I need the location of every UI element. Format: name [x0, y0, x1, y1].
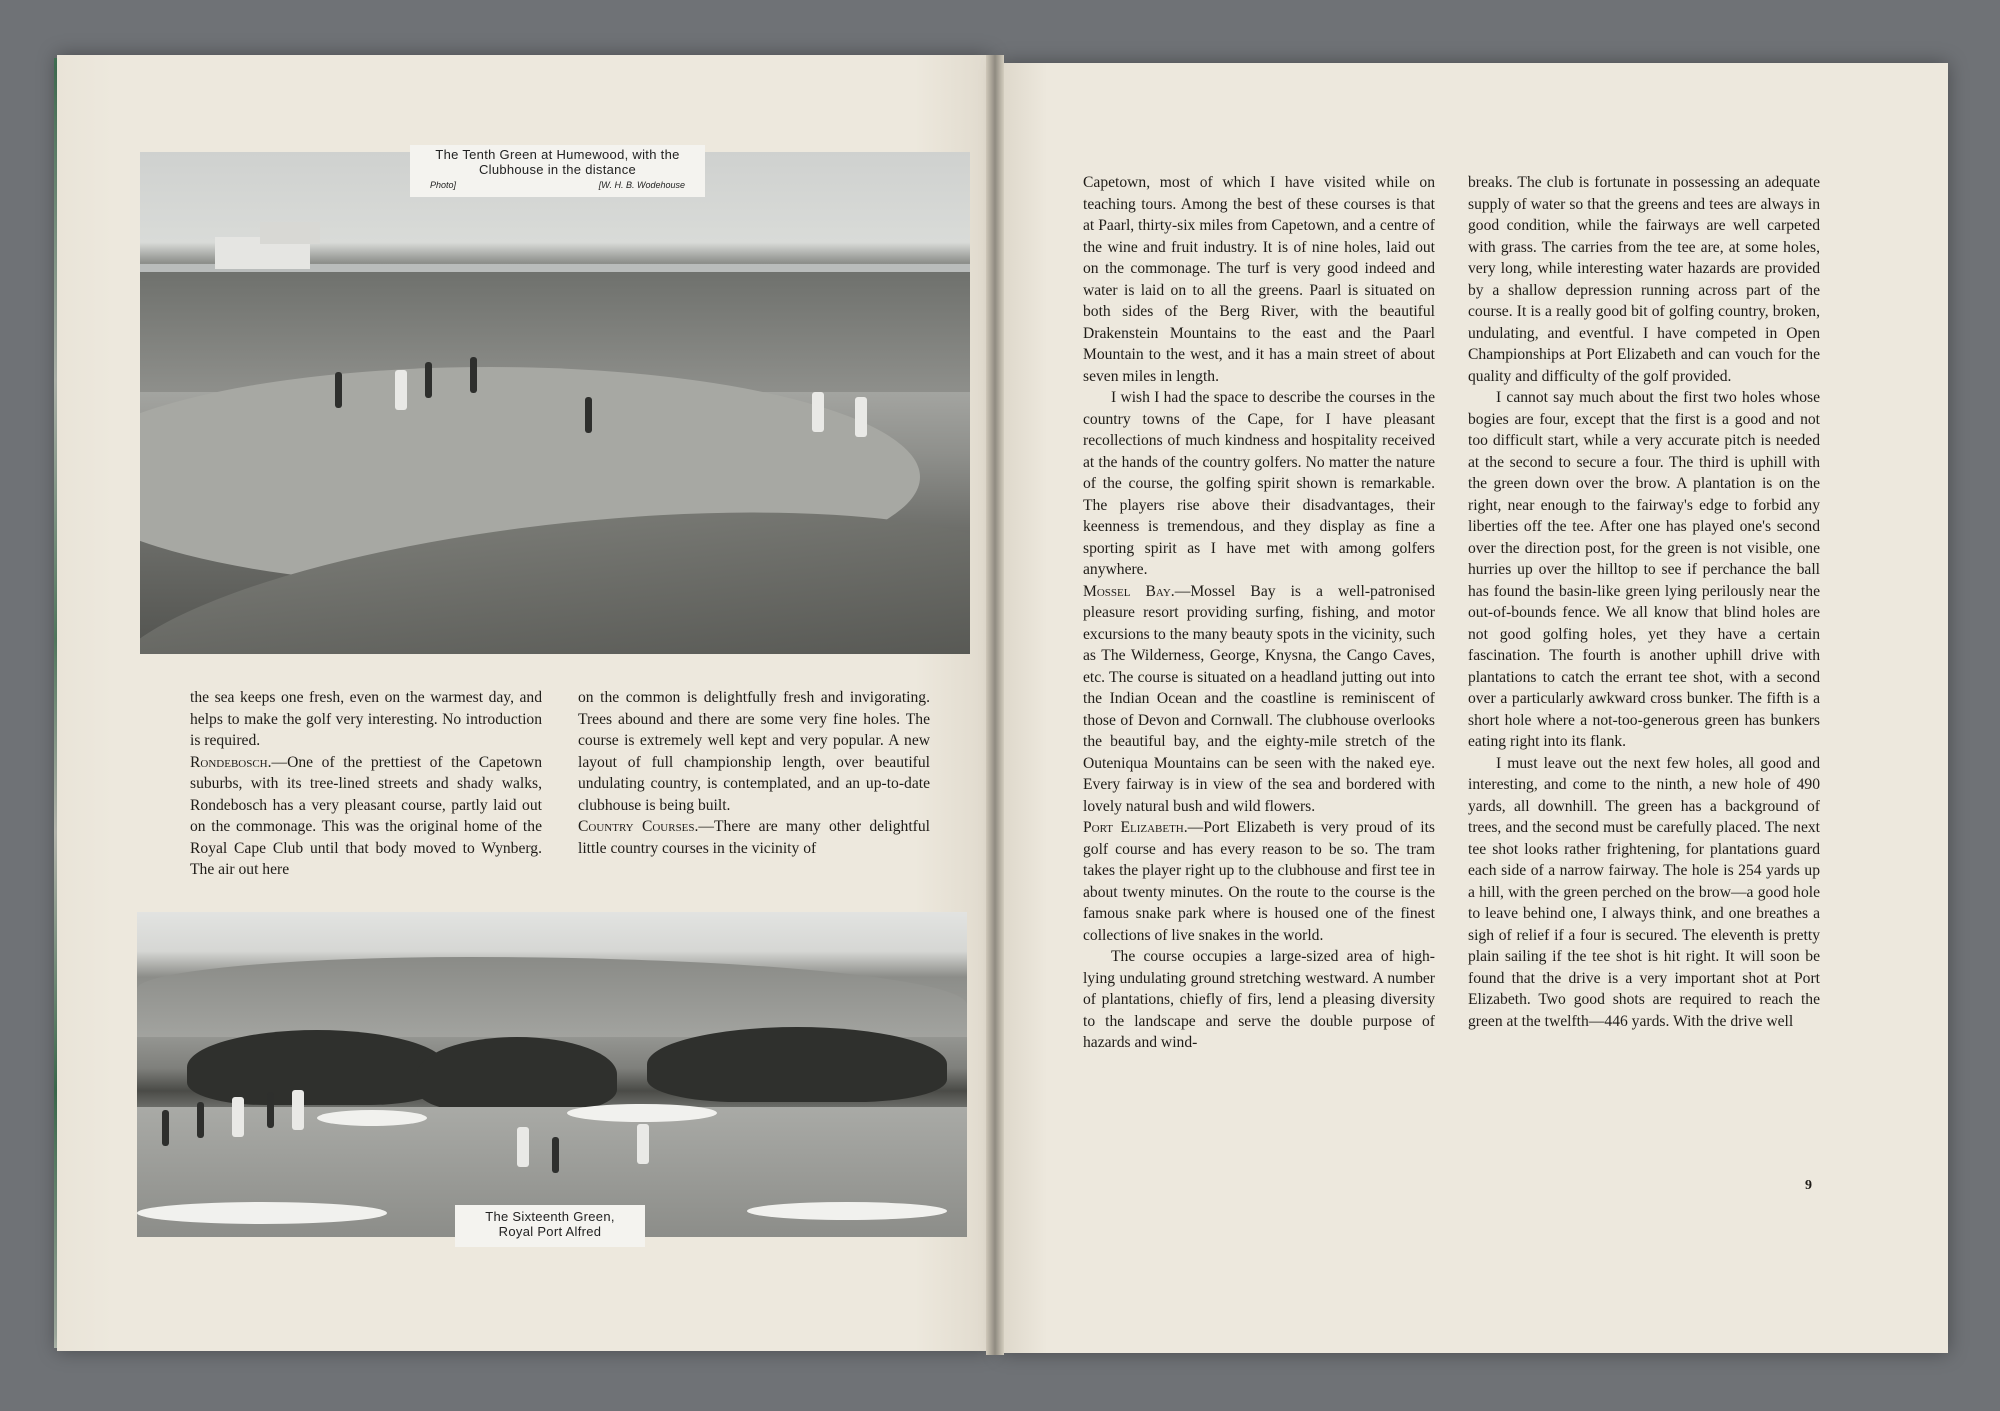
section-heading: Port Elizabeth.: [1083, 819, 1188, 836]
left-column-2: [578, 687, 930, 859]
page-number: 9: [1805, 1178, 1812, 1193]
paragraph: [1083, 817, 1435, 946]
photo-credit: [410, 180, 705, 194]
paragraph-text: —One of the prettiest of the Capetown suburbs, with its tree-lined streets and shady walks, Rondebosch has a very pleasant course, partly laid out on the commonage. This was the original home of the Royal Cape Club until that body moved to Wynberg. The air out here: [190, 753, 542, 878]
caption-line: Royal Port Alfred: [498, 1224, 602, 1239]
left-column-1: [190, 687, 542, 881]
section-heading: Rondebosch.: [190, 753, 272, 771]
paragraph-text: —There are many other delightful little country courses in the vicinity of: [578, 818, 930, 857]
section-heading: Country Courses.: [578, 818, 699, 835]
caption-line: Clubhouse in the distance: [478, 162, 637, 177]
photo-top-caption: [410, 145, 705, 197]
paragraph: breaks. The club is fortunate in possessing an adequate supply of water so that the greens and tees are always in good condition, while the fairways are well carpeted with grass. The carries from the tee are, at some holes, very long, while interesting water hazards are provided by a shallow depression running across part of the course. It is a really good bit of golfing country, broken, undulating, and eventful. I have competed in Open Championships at Port Elizabeth and can vouch for the quality and difficulty of the golf provided.: [1468, 174, 1820, 385]
paragraph: [1083, 581, 1435, 818]
caption-line: The Tenth Green at Humewood, with the: [435, 147, 680, 162]
right-column-2: [1468, 172, 1820, 1032]
photo-tenth-green-humewood: [140, 152, 970, 654]
credit-label: Photo]: [430, 180, 457, 190]
paragraph: Capetown, most of which I have visited while on teaching tours. Among the best of these courses is that at Paarl, thirty-six miles from Capetown, and a centre of the wine and fruit industry. It is of nine holes, laid out on the commonage. The turf is very good indeed and water is laid on to all the greens. Paarl is situated on both sides of the Berg River, with the beautiful Drakenstein Mountains to the east and the Paarl Mountain to the west, and it has a main street of about seven miles in length.: [1083, 174, 1435, 385]
paragraph: I wish I had the space to describe the courses in the country towns of the Cape, for I have pleasant recollections of much kindness and hospitality received at the hands of the country golfers. No matter the nature of the course, the golfing spirit shown is remarkable. The players rise above their disadvantages, their keenness is tremendous, and they display as fine a sporting spirit as I have met with among golfers anywhere.: [1083, 389, 1435, 578]
paragraph: [190, 752, 542, 881]
paragraph-text: —Mossel Bay is a well-patronised pleasure resort providing surfing, fishing, and motor excursions to the many beauty spots in the vicinity, such as The Wilderness, George, Knysna, the Cango Caves, etc. The course is situated on a headland jutting out into the Indian Ocean and the coastline is reminiscent of those of Devon and Cornwall. The clubhouse overlooks the beautiful bay, and the eighty-mile stretch of the Outeniqua Mountains can be seen with the naked eye. Every fairway is in view of the sea and bordered with lovely natural bush and wild flowers.: [1083, 582, 1435, 815]
paragraph: I must leave out the next few holes, all good and interesting, and come to the ninth, a new hole of 490 yards, all downhill. The green has a background of trees, and the second must be carefully placed. The next tee shot looks rather frightening, for plantations guard each side of a narrow fairway. The hole is 254 yards up a hill, with the green perched on the brow—a good hole to leave behind one, I always think, and one breathes a sigh of relief if a four is secured. The eleventh is pretty plain sailing if the tee shot is hit right. It will soon be found that the drive is a very important shot at Port Elizabeth. Two good shots are required to reach the green at the twelfth—446 yards. With the drive well: [1468, 754, 1820, 1030]
book-gutter: [986, 55, 1004, 1355]
paragraph: I cannot say much about the first two holes whose bogies are four, except that the first is a good and not too difficult start, while a very accurate pitch is needed at the second to secure a four. The third is uphill with the green down over the brow. A plantation is on the right, near enough to the fairway's edge to forbid any liberties off the tee. After one has played one's second over the direction post, for the green is not visible, one hurries up over the hilltop to see if perchance the ball has found the basin-like green lying perilously near the out-of-bounds fence. We all know that blind holes are not good golfing holes, yet they have a certain fascination. The fourth is another uphill drive with plantations to catch the errant tee shot, with a second over a particularly awkward cross bunker. The fifth is a short hole where a not-too-generous green has bunkers eating right into its flank.: [1468, 389, 1820, 750]
paragraph: the sea keeps one fresh, even on the warmest day, and helps to make the golf very interesting. No introduction is required.: [190, 689, 542, 749]
paragraph: The course occupies a large-sized area of high-lying undulating ground stretching westward. A number of plantations, chiefly of firs, lend a pleasing diversity to the landscape and serve the double purpose of hazards and wind-: [1083, 948, 1435, 1051]
paragraph: on the common is delightfully fresh and invigorating. Trees abound and there are some very fine holes. The course is extremely well kept and very popular. A new layout of full championship length, over beautiful undulating country, is contemplated, and an up-to-date clubhouse is being built.: [578, 689, 930, 814]
caption-line: The Sixteenth Green,: [485, 1209, 615, 1224]
photo-sixteenth-green-royal-port-alfred: [137, 912, 967, 1237]
photo-bottom-caption: [455, 1205, 645, 1247]
paragraph: [578, 816, 930, 859]
paragraph-text: —Port Elizabeth is very proud of its golf course and has every reason to be so. The tram takes the player right up to the clubhouse and first tee in about twenty minutes. On the route to the course is the famous snake park where is housed one of the finest collections of live snakes in the world.: [1083, 819, 1435, 944]
section-heading: Mossel Bay.: [1083, 582, 1175, 600]
right-column-1: [1083, 172, 1435, 1054]
credit-name: [W. H. B. Wodehouse: [598, 180, 685, 190]
